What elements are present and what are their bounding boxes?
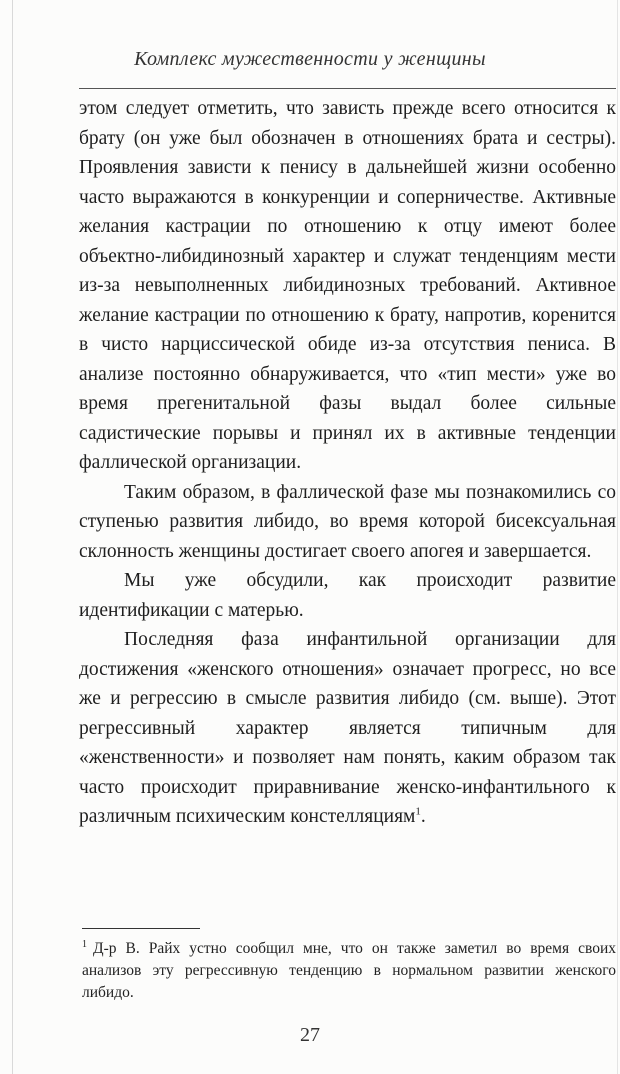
footnote-reference: 1 xyxy=(415,805,421,818)
running-head: Комплекс мужественности у женщины xyxy=(134,48,486,70)
page-number: 27 xyxy=(300,1024,320,1046)
footnote xyxy=(82,938,616,1004)
paragraph-1: этом следует отметить, что зависть прежде всего относится к брату (он уже был обозначен в отношениях брата и сестры). Проявления зависти к пенису в дальнейшей жизни особенно часто выражаются в конкуренции и соперничестве. Активные желания кастрации по отношению к отцу имеют более объектно-либидинозный характер и служат тенденциям мести из-за невыполненных либидинозных требований. Активное желание кастрации по отношению к брату, напротив, коренится в чисто нарциссической обиде из-за отсутствия пениса. В анализе постоянно обнаруживается, что «тип мести» уже во время прегенитальной фазы выдал более сильные садистические порывы и принял их в активные тенденции фаллической организации. xyxy=(79,98,616,473)
footnote-number: 1 xyxy=(82,938,87,950)
paragraph-2: Таким образом, в фаллической фазе мы познакомились со ступенью развития либидо, во время которой бисексуальная склонность женщины достигает своего апогея и завершается. xyxy=(79,481,616,562)
paragraph-4-text: Последняя фаза инфантильной организации для достижения «женского отношения» означает прогресс, но все же и регрессию в смысле развития либидо (см. выше). Этот регрессивный характер является типичным для «женственности» и позволяет нам понять, каким образом так часто происходит приравнивание женско-инфантильного к различным психическим констелляциям xyxy=(79,629,616,827)
footnote-text: Д-р В. Райх устно сообщил мне, что он также заметил во время своих анализов эту регрессивную тенденцию в нормальном развитии женского либидо. xyxy=(82,940,616,1001)
footnote-rule xyxy=(82,928,200,929)
page-edge-right xyxy=(617,0,618,1074)
paragraph-4: Последняя фаза инфантильной организации для достижения «женского отношения» означает прогресс, но все же и регрессию в смысле развития либидо (см. выше). Этот регрессивный характер является типичным для «женственности» и позволяет нам понять, каким образом так часто происходит приравнивание женско-инфантильного к различным психическим констелляциям$^1$. xyxy=(79,629,616,827)
main-text xyxy=(79,94,616,832)
paragraph-3: Мы уже обсудили, как происходит развитие идентификации с матерью. xyxy=(79,570,616,621)
page-edge-left xyxy=(12,0,13,1074)
header-rule xyxy=(79,88,616,89)
